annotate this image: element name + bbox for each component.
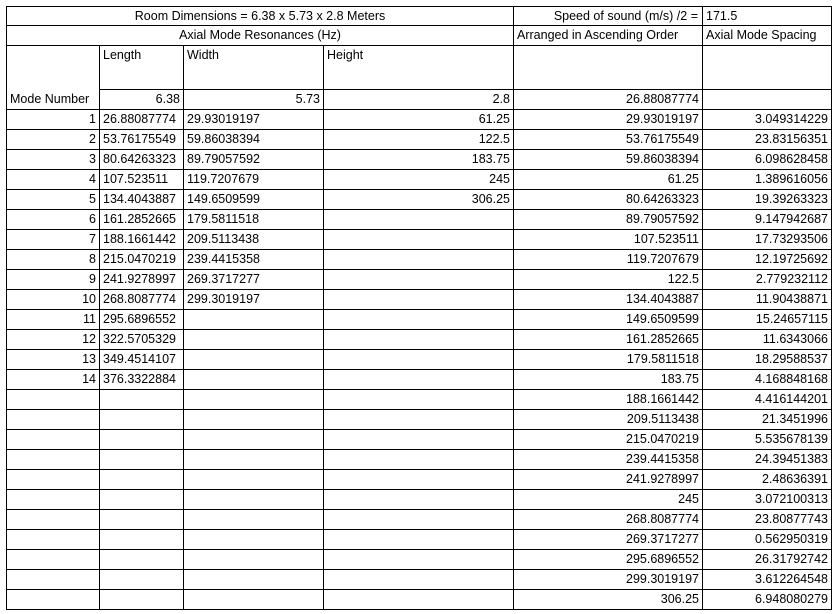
height-cell[interactable]: 122.5 (324, 130, 514, 150)
spacing-cell[interactable]: 3.049314229 (703, 110, 832, 130)
mode-number-cell[interactable] (6, 430, 100, 450)
length-cell[interactable]: 134.4043887 (100, 190, 184, 210)
length-cell[interactable]: 53.76175549 (100, 130, 184, 150)
ascending-header-blank[interactable] (514, 46, 703, 90)
width-cell[interactable] (184, 470, 324, 490)
width-cell[interactable] (184, 550, 324, 570)
length-cell[interactable]: 376.3322884 (100, 370, 184, 390)
height-header-cell[interactable]: Height (324, 46, 514, 90)
ascending-cell[interactable]: 188.1661442 (514, 390, 703, 410)
mode-number-cell[interactable] (6, 410, 100, 430)
height-cell[interactable] (324, 410, 514, 430)
ascending-cell[interactable]: 61.25 (514, 170, 703, 190)
mode-number-cell[interactable]: 7 (6, 230, 100, 250)
ascending-cell[interactable]: 53.76175549 (514, 130, 703, 150)
width-cell[interactable] (184, 490, 324, 510)
width-cell[interactable]: 299.3019197 (184, 290, 324, 310)
width-cell[interactable] (184, 430, 324, 450)
spacing-title-cell[interactable]: Axial Mode Spacing (703, 26, 832, 46)
length-value-cell[interactable]: 6.38 (100, 90, 184, 110)
mode-number-cell[interactable]: 9 (6, 270, 100, 290)
mode-number-cell[interactable] (6, 390, 100, 410)
height-cell[interactable] (324, 590, 514, 610)
mode-number-cell[interactable] (6, 530, 100, 550)
ascending-cell[interactable]: 183.75 (514, 370, 703, 390)
mode-number-label-cell[interactable]: Mode Number (6, 90, 100, 110)
ascending-cell[interactable]: 268.8087774 (514, 510, 703, 530)
ascending-cell[interactable]: 241.9278997 (514, 470, 703, 490)
spacing-cell[interactable]: 1.389616056 (703, 170, 832, 190)
height-cell[interactable] (324, 270, 514, 290)
width-cell[interactable]: 269.3717277 (184, 270, 324, 290)
length-cell[interactable]: 107.523511 (100, 170, 184, 190)
ascending-title-cell[interactable]: Arranged in Ascending Order (514, 26, 703, 46)
width-cell[interactable] (184, 390, 324, 410)
speed-value-cell[interactable]: 171.5 (703, 6, 832, 26)
length-cell[interactable] (100, 450, 184, 470)
ascending-cell[interactable]: 269.3717277 (514, 530, 703, 550)
width-cell[interactable] (184, 510, 324, 530)
height-cell[interactable] (324, 430, 514, 450)
length-cell[interactable] (100, 410, 184, 430)
spacing-cell[interactable]: 24.39451383 (703, 450, 832, 470)
ascending-cell[interactable]: 209.5113438 (514, 410, 703, 430)
width-cell[interactable] (184, 450, 324, 470)
length-cell[interactable] (100, 530, 184, 550)
ascending-cell[interactable]: 299.3019197 (514, 570, 703, 590)
spacing-cell[interactable]: 9.147942687 (703, 210, 832, 230)
height-cell[interactable] (324, 510, 514, 530)
spacing-cell[interactable]: 17.73293506 (703, 230, 832, 250)
ascending-cell[interactable]: 179.5811518 (514, 350, 703, 370)
mode-number-cell[interactable]: 8 (6, 250, 100, 270)
mode-number-cell[interactable]: 3 (6, 150, 100, 170)
length-cell[interactable]: 188.1661442 (100, 230, 184, 250)
height-cell[interactable] (324, 390, 514, 410)
width-cell[interactable] (184, 590, 324, 610)
ascending-cell[interactable]: 245 (514, 490, 703, 510)
height-value-cell[interactable]: 2.8 (324, 90, 514, 110)
length-cell[interactable]: 26.88087774 (100, 110, 184, 130)
length-cell[interactable]: 215.0470219 (100, 250, 184, 270)
width-cell[interactable]: 29.93019197 (184, 110, 324, 130)
length-cell[interactable]: 80.64263323 (100, 150, 184, 170)
ascending-cell[interactable]: 306.25 (514, 590, 703, 610)
mode-number-cell[interactable]: 11 (6, 310, 100, 330)
ascending-cell[interactable]: 59.86038394 (514, 150, 703, 170)
width-cell[interactable] (184, 330, 324, 350)
ascending-cell[interactable]: 122.5 (514, 270, 703, 290)
height-cell[interactable] (324, 370, 514, 390)
mode-number-cell[interactable]: 13 (6, 350, 100, 370)
mode-number-cell[interactable] (6, 450, 100, 470)
ascending-cell[interactable]: 215.0470219 (514, 430, 703, 450)
height-cell[interactable]: 245 (324, 170, 514, 190)
height-cell[interactable] (324, 490, 514, 510)
length-cell[interactable]: 161.2852665 (100, 210, 184, 230)
mode-number-cell[interactable] (6, 510, 100, 530)
height-cell[interactable]: 306.25 (324, 190, 514, 210)
ascending-cell[interactable]: 134.4043887 (514, 290, 703, 310)
height-cell[interactable] (324, 530, 514, 550)
length-cell[interactable]: 241.9278997 (100, 270, 184, 290)
height-cell[interactable] (324, 570, 514, 590)
height-cell[interactable]: 61.25 (324, 110, 514, 130)
ascending-cell[interactable]: 161.2852665 (514, 330, 703, 350)
spacing-cell[interactable]: 15.24657115 (703, 310, 832, 330)
speed-label-cell[interactable]: Speed of sound (m/s) /2 = (514, 6, 703, 26)
spacing-cell[interactable]: 11.6343066 (703, 330, 832, 350)
mode-number-cell[interactable]: 14 (6, 370, 100, 390)
width-cell[interactable] (184, 410, 324, 430)
spacing-cell[interactable]: 23.80877743 (703, 510, 832, 530)
ascending-cell[interactable]: 107.523511 (514, 230, 703, 250)
height-cell[interactable] (324, 250, 514, 270)
spacing-cell[interactable]: 19.39263323 (703, 190, 832, 210)
height-cell[interactable]: 183.75 (324, 150, 514, 170)
spacing-cell[interactable]: 4.168848168 (703, 370, 832, 390)
width-cell[interactable]: 89.79057592 (184, 150, 324, 170)
height-cell[interactable] (324, 310, 514, 330)
length-cell[interactable] (100, 570, 184, 590)
width-cell[interactable]: 239.4415358 (184, 250, 324, 270)
height-cell[interactable] (324, 290, 514, 310)
height-cell[interactable] (324, 350, 514, 370)
length-cell[interactable] (100, 510, 184, 530)
mode-number-cell[interactable]: 6 (6, 210, 100, 230)
width-header-cell[interactable]: Width (184, 46, 324, 90)
height-cell[interactable] (324, 470, 514, 490)
mode-number-cell[interactable] (6, 570, 100, 590)
spacing-cell[interactable]: 11.90438871 (703, 290, 832, 310)
width-cell[interactable] (184, 370, 324, 390)
spacing-cell[interactable]: 0.562950319 (703, 530, 832, 550)
height-cell[interactable] (324, 230, 514, 250)
mode-number-cell[interactable] (6, 590, 100, 610)
ascending-cell[interactable]: 119.7207679 (514, 250, 703, 270)
mode-number-cell[interactable]: 5 (6, 190, 100, 210)
ascending-cell[interactable]: 29.93019197 (514, 110, 703, 130)
length-cell[interactable] (100, 390, 184, 410)
ascending-cell[interactable]: 239.4415358 (514, 450, 703, 470)
spacing-cell[interactable]: 6.098628458 (703, 150, 832, 170)
width-cell[interactable]: 179.5811518 (184, 210, 324, 230)
ascending-cell[interactable]: 295.6896552 (514, 550, 703, 570)
spacing-cell[interactable]: 12.19725692 (703, 250, 832, 270)
spacing-cell[interactable]: 21.3451996 (703, 410, 832, 430)
spacing-cell[interactable]: 2.48636391 (703, 470, 832, 490)
first-spacing-blank[interactable] (703, 90, 832, 110)
length-cell[interactable] (100, 430, 184, 450)
width-cell[interactable] (184, 530, 324, 550)
length-cell[interactable] (100, 550, 184, 570)
first-ascending-cell[interactable]: 26.88087774 (514, 90, 703, 110)
ascending-cell[interactable]: 149.6509599 (514, 310, 703, 330)
mode-number-cell[interactable] (6, 470, 100, 490)
width-cell[interactable] (184, 570, 324, 590)
axial-title-cell[interactable]: Axial Mode Resonances (Hz) (6, 26, 514, 46)
length-cell[interactable] (100, 490, 184, 510)
spacing-cell[interactable]: 5.535678139 (703, 430, 832, 450)
width-cell[interactable]: 209.5113438 (184, 230, 324, 250)
ascending-cell[interactable]: 80.64263323 (514, 190, 703, 210)
width-cell[interactable] (184, 310, 324, 330)
room-dimensions-cell[interactable]: Room Dimensions = 6.38 x 5.73 x 2.8 Meters (6, 6, 514, 26)
spacing-cell[interactable]: 26.31792742 (703, 550, 832, 570)
length-cell[interactable] (100, 590, 184, 610)
mode-number-cell[interactable]: 2 (6, 130, 100, 150)
height-cell[interactable] (324, 550, 514, 570)
mode-number-cell[interactable] (6, 490, 100, 510)
spacing-cell[interactable]: 6.948080279 (703, 590, 832, 610)
spacing-cell[interactable]: 23.83156351 (703, 130, 832, 150)
width-cell[interactable]: 149.6509599 (184, 190, 324, 210)
height-cell[interactable] (324, 210, 514, 230)
width-cell[interactable]: 119.7207679 (184, 170, 324, 190)
mode-number-cell[interactable]: 10 (6, 290, 100, 310)
width-cell[interactable] (184, 350, 324, 370)
mode-number-cell[interactable]: 4 (6, 170, 100, 190)
spreadsheet (6, 6, 832, 610)
ascending-cell[interactable]: 89.79057592 (514, 210, 703, 230)
length-cell[interactable]: 295.6896552 (100, 310, 184, 330)
length-header-cell[interactable]: Length (100, 46, 184, 90)
length-cell[interactable] (100, 470, 184, 490)
height-cell[interactable] (324, 450, 514, 470)
spacing-cell[interactable]: 2.779232112 (703, 270, 832, 290)
length-cell[interactable]: 349.4514107 (100, 350, 184, 370)
spacing-cell[interactable]: 18.29588537 (703, 350, 832, 370)
blank-header-cell[interactable] (6, 46, 100, 90)
width-cell[interactable]: 59.86038394 (184, 130, 324, 150)
spacing-header-blank[interactable] (703, 46, 832, 90)
mode-number-cell[interactable]: 1 (6, 110, 100, 130)
length-cell[interactable]: 268.8087774 (100, 290, 184, 310)
mode-number-cell[interactable] (6, 550, 100, 570)
spacing-cell[interactable]: 4.416144201 (703, 390, 832, 410)
mode-number-cell[interactable]: 12 (6, 330, 100, 350)
length-cell[interactable]: 322.5705329 (100, 330, 184, 350)
spacing-cell[interactable]: 3.612264548 (703, 570, 832, 590)
height-cell[interactable] (324, 330, 514, 350)
width-value-cell[interactable]: 5.73 (184, 90, 324, 110)
spacing-cell[interactable]: 3.072100313 (703, 490, 832, 510)
